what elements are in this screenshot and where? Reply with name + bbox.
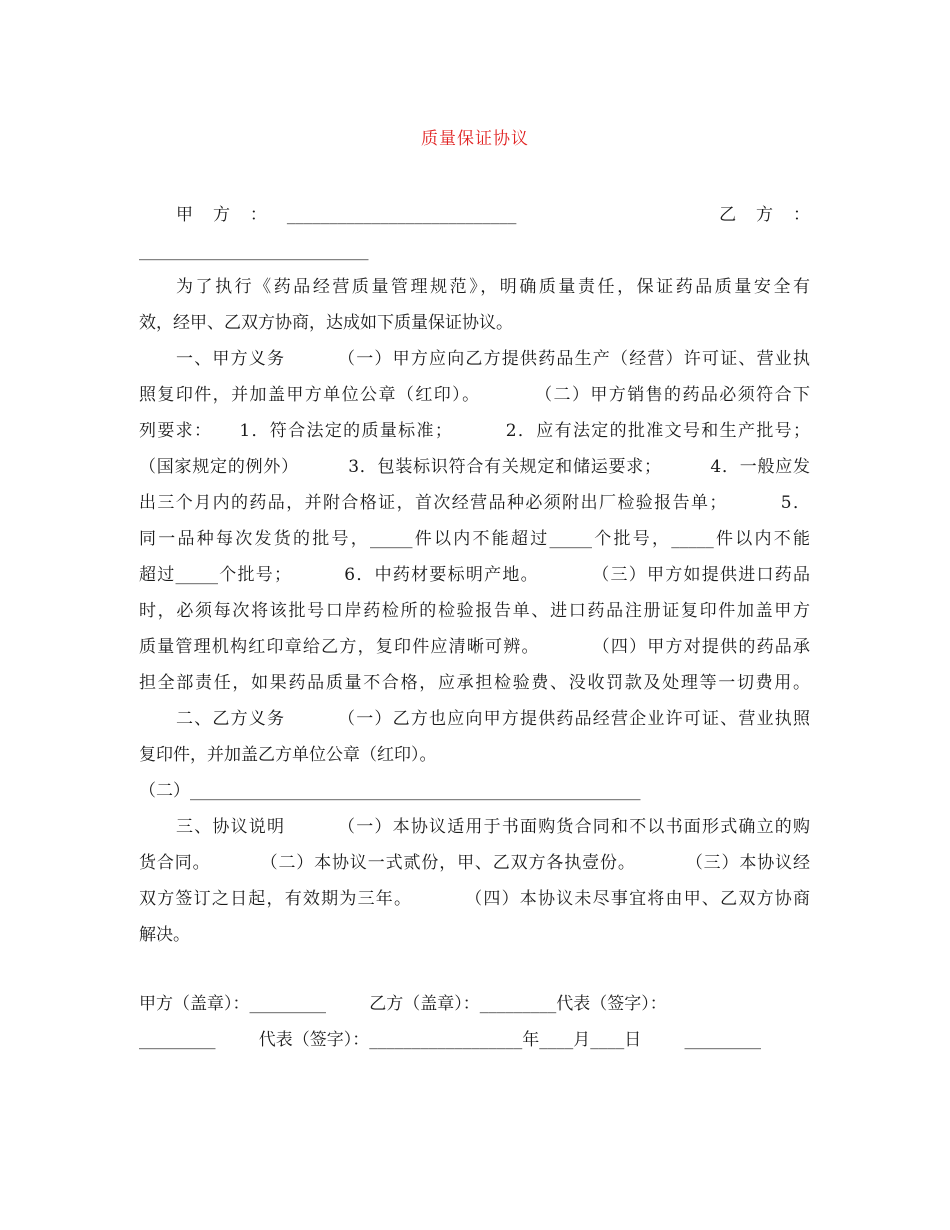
section2-blank-line: （二）_____________________________________________________: [139, 781, 641, 801]
section1-line: （国家规定的例外） 3．包装标识符合有关规定和储运要求； 4．一般应发: [139, 457, 810, 477]
section2-line: 复印件，并加盖乙方单位公章（红印）。: [139, 745, 437, 765]
intro-line: 效，经甲、乙双方协商，达成如下质量保证协议。: [139, 313, 513, 333]
section1-line: 出三个月内的药品，并附合格证，首次经营品种必须附出厂检验报告单； 5．: [139, 493, 810, 513]
section3-line: 双方签订之日起，有效期为三年。 （四）本协议未尽事宜将由甲、乙双方协商: [139, 889, 810, 909]
section1-line: 质量管理机构红印章给乙方，复印件应清晰可辨。 （四）甲方对提供的药品承: [139, 637, 810, 657]
document-title: 质量保证协议: [421, 129, 529, 149]
section1-line: 超过_____个批号； 6．中药材要标明产地。 （三）甲方如提供进口药品: [139, 565, 810, 585]
section1-line: 同一品种每次发货的批号，_____件以内不能超过_____个批号，_____件以内不能: [139, 529, 810, 549]
section1-line: 一、甲方义务 （一）甲方应向乙方提供药品生产（经营）许可证、营业执: [176, 349, 810, 369]
section3-line: 三、协议说明 （一）本协议适用于书面购货合同和不以书面形式确立的购: [176, 817, 810, 837]
section2-line: 二、乙方义务 （一）乙方也应向甲方提供药品经营企业许可证、营业执照: [176, 709, 810, 729]
parties-line-continued: ___________________________: [139, 241, 369, 261]
section1-line: 担全部责任，如果药品质量不合格，应承担检验费、没收罚款及处理等一切费用。: [139, 673, 810, 693]
signature-line-continued: _________ 代表（签字）：__________________年____月____日 _________: [139, 1030, 761, 1050]
section1-line: 列要求： 1．符合法定的质量标准； 2．应有法定的批准文号和生产批号；: [139, 421, 810, 441]
section3-line: 货合同。 （二）本协议一式贰份，甲、乙双方各执壹份。 （三）本协议经: [139, 853, 810, 873]
parties-line: 甲方：___________________________ 乙方：: [176, 205, 810, 225]
signature-line: 甲方（盖章）：_________ 乙方（盖章）：_________代表（签字）：: [139, 994, 667, 1014]
section1-line: 时，必须每次将该批号口岸药检所的检验报告单、进口药品注册证复印件加盖甲方: [139, 601, 810, 621]
document-body: [139, 197, 810, 1058]
section3-line: 解决。: [139, 925, 190, 945]
intro-line: 为了执行《药品经营质量管理规范》，明确质量责任，保证药品质量安全有: [176, 277, 810, 297]
section1-line: 照复印件，并加盖甲方单位公章（红印）。 （二）甲方销售的药品必须符合下: [139, 385, 810, 405]
